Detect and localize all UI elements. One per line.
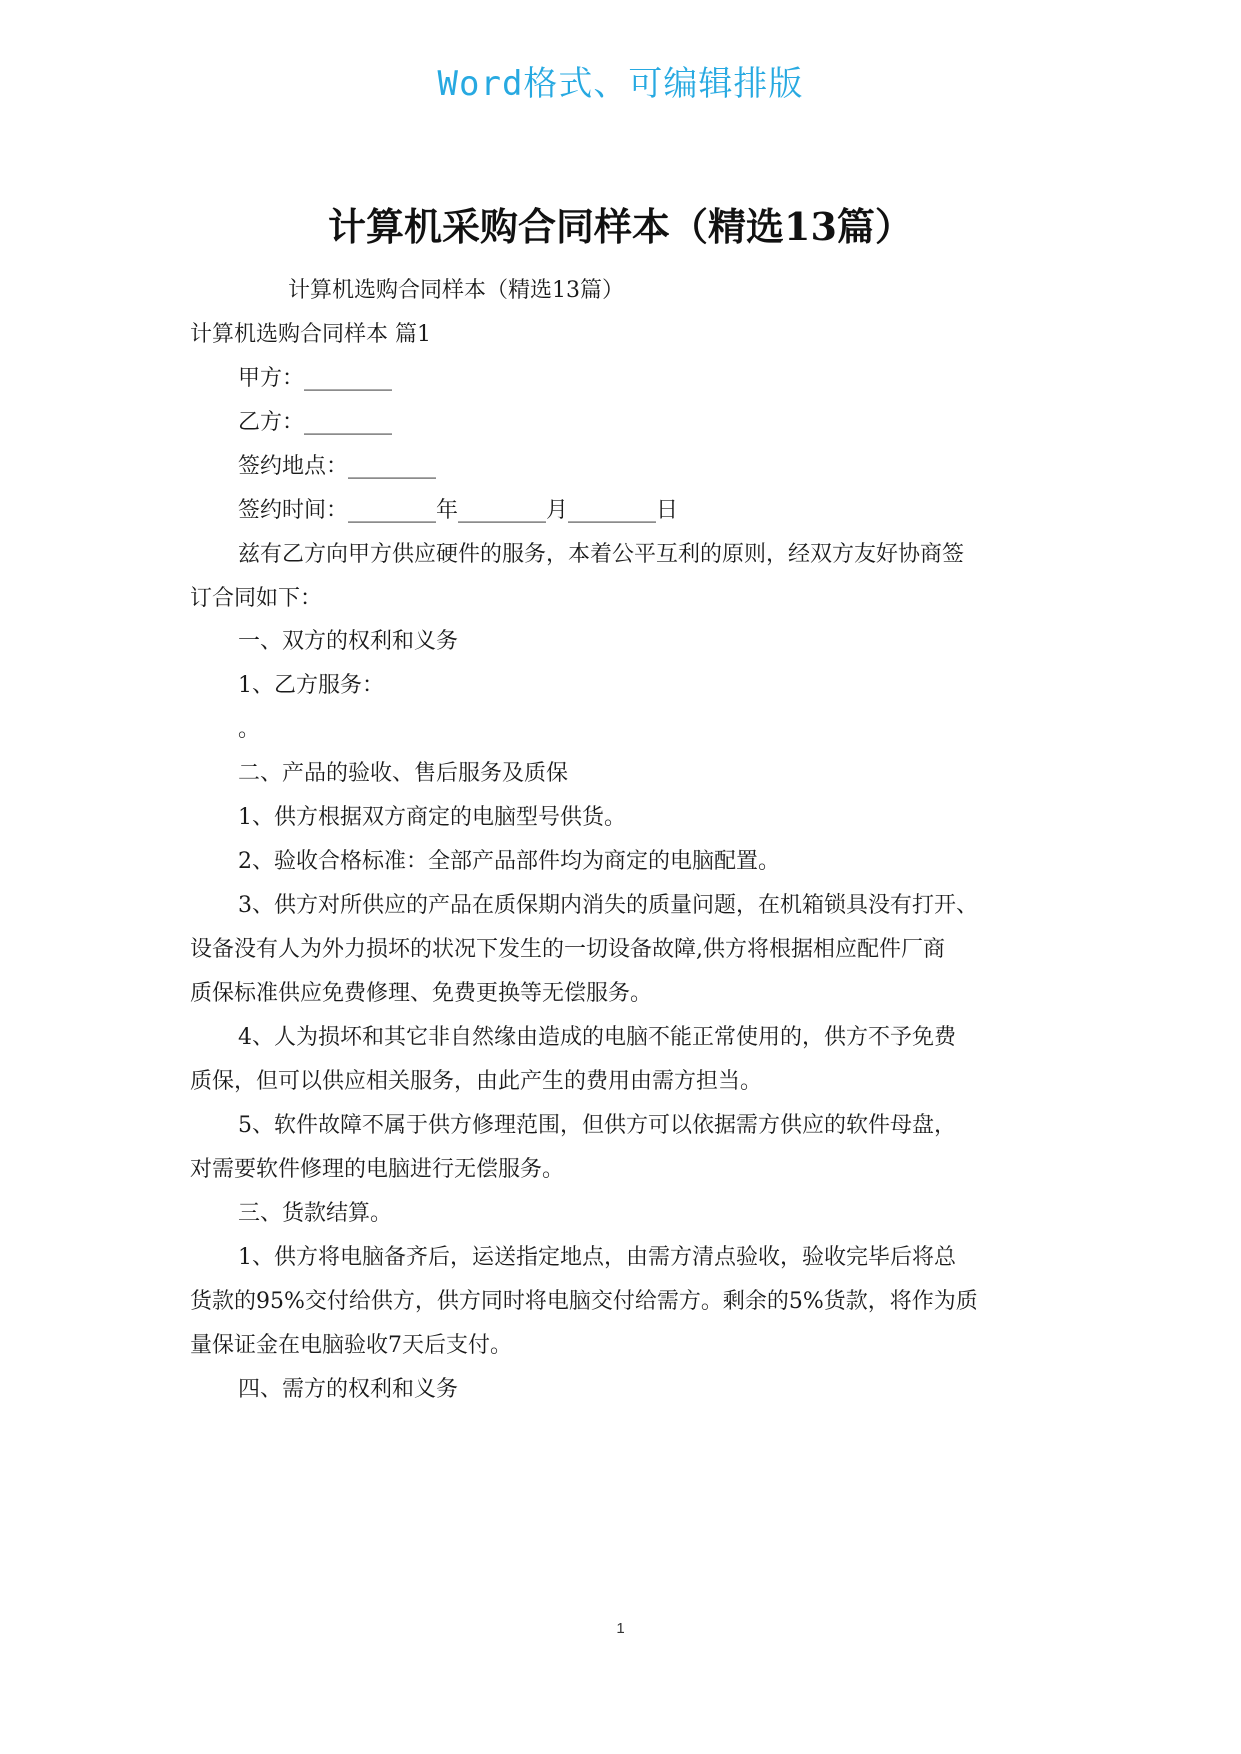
- paragraph-line: 3、供方对所供应的产品在质保期内消失的质量问题，在机箱锁具没有打开、: [238, 893, 978, 918]
- paragraph-line: 4、人为损坏和其它非自然缘由造成的电脑不能正常使用的，供方不予免费: [238, 1025, 956, 1050]
- paragraph-line: 质保，但可以供应相关服务，由此产生的费用由需方担当。: [190, 1069, 763, 1094]
- clause-heading: 二、产品的验收、售后服务及质保: [238, 761, 569, 786]
- section-heading: 计算机选购合同样本 篇1: [190, 322, 431, 347]
- paragraph-line: 5、软件故障不属于供方修理范围，但供方可以依据需方供应的软件母盘，: [238, 1113, 956, 1138]
- paragraph-line: 货款的95%交付给供方，供方同时将电脑交付给需方。剩余的5%货款，将作为质: [190, 1289, 978, 1314]
- clause-heading: 一、双方的权利和义务: [238, 629, 459, 654]
- page-number: 1: [616, 1620, 625, 1637]
- document-subtitle: 计算机选购合同样本（精选13篇）: [288, 278, 624, 303]
- paragraph-line: 设备没有人为外力损坏的状况下发生的一切设备故障,供方将根据相应配件厂商: [190, 937, 945, 962]
- paragraph-line: 兹有乙方向甲方供应硬件的服务，本着公平互利的原则，经双方友好协商签: [238, 542, 965, 567]
- paragraph-line: 对需要软件修理的电脑进行无偿服务。: [190, 1157, 565, 1182]
- signing-place-line: 签约地点：________: [238, 454, 437, 479]
- paragraph-line: 。: [238, 717, 261, 742]
- party-a-line: 甲方：________: [238, 366, 393, 391]
- clause-heading: 四、需方的权利和义务: [238, 1377, 459, 1402]
- paragraph-line: 1、乙方服务：: [238, 673, 384, 698]
- paragraph-line: 订合同如下：: [190, 586, 323, 611]
- paragraph-line: 量保证金在电脑验收7天后支付。: [190, 1333, 512, 1358]
- party-b-line: 乙方：________: [238, 410, 393, 435]
- paragraph-line: 2、验收合格标准：全部产品部件均为商定的电脑配置。: [238, 849, 780, 874]
- header-banner: Word格式、可编辑排版: [437, 64, 804, 104]
- paragraph-line: 1、供方将电脑备齐后，运送指定地点，由需方清点验收，验收完毕后将总: [238, 1245, 956, 1270]
- paragraph-line: 质保标准供应免费修理、免费更换等无偿服务。: [190, 981, 653, 1006]
- signing-date-line: 签约时间：________年________月________日: [238, 498, 679, 523]
- clause-heading: 三、货款结算。: [238, 1201, 393, 1226]
- document-title: 计算机采购合同样本（精选13篇）: [328, 204, 913, 249]
- paragraph-line: 1、供方根据双方商定的电脑型号供货。: [238, 805, 626, 830]
